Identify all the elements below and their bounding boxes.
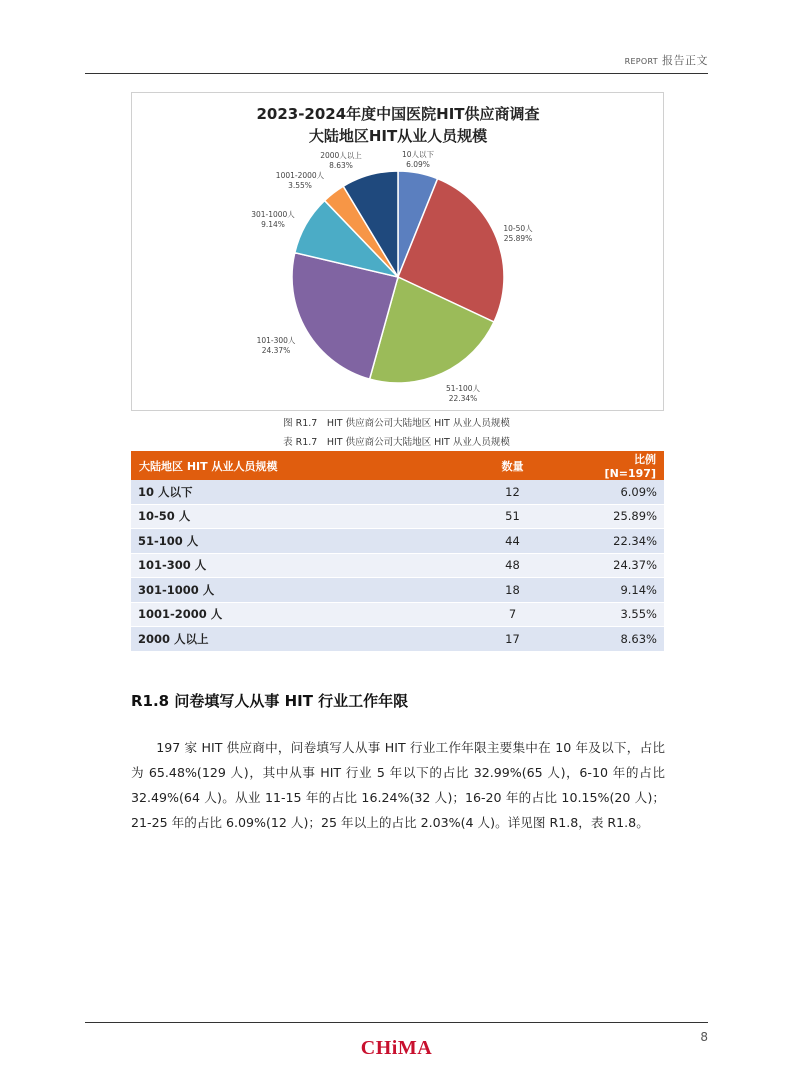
pie-slice-percent: 24.37%	[261, 346, 291, 355]
staff-size-table	[131, 451, 664, 652]
cell-count: 51	[447, 504, 578, 529]
pie-slices	[292, 171, 504, 383]
chart-title-line1: 2023-2024年度中国医院HIT供应商调查	[256, 105, 540, 123]
header-label-en: REPORT	[624, 57, 658, 66]
pie-chart-svg	[132, 93, 663, 410]
body-paragraph: 197 家 HIT 供应商中，问卷填写人从事 HIT 行业工作年限主要集中在 10 年及以下，占比为 65.48%(129 人)，其中从事 HIT 行业 5 年以下的占比 32.99%(65 人)，6-10 年的占比 32.49%(64 人)。从业 11-15 年的占比 16.24%(32 人)；16-20 年的占比 10.15%(20 人)；21-25 年的占比 6.09%(12 人)；25 年以上的占比 2.03%(4 人)。详见图 R1.8，表 R1.8。	[131, 740, 665, 830]
cell-size: 2000 人以上	[131, 627, 447, 652]
cell-size: 101-300 人	[131, 553, 447, 578]
chima-logo: CHiMA	[360, 1037, 433, 1059]
header-divider	[85, 73, 708, 74]
cell-ratio: 9.14%	[578, 578, 664, 603]
cell-ratio: 24.37%	[578, 553, 664, 578]
cell-ratio: 6.09%	[578, 480, 664, 504]
pie-slice-percent: 6.09%	[406, 160, 430, 169]
page-number: 8	[700, 1030, 708, 1044]
table-row	[131, 504, 664, 529]
cell-count: 44	[447, 529, 578, 554]
chart-title-line2: 大陆地区HIT从业人员规模	[308, 127, 488, 145]
pie-slice-label: 51-100人	[445, 384, 481, 393]
table-row	[131, 602, 664, 627]
pie-slice-label: 10-50人	[503, 224, 533, 233]
pie-slice-label: 1001-2000人	[275, 171, 325, 180]
cell-size: 1001-2000 人	[131, 602, 447, 627]
pie-slice-label: 2000人以上	[320, 151, 362, 160]
cell-ratio: 25.89%	[578, 504, 664, 529]
pie-slice-percent: 22.34%	[448, 394, 478, 403]
pie-slice-label: 301-1000人	[251, 210, 295, 219]
cell-size: 10-50 人	[131, 504, 447, 529]
table-row	[131, 553, 664, 578]
section-title: R1.8 问卷填写人从事 HIT 行业工作年限	[131, 692, 409, 710]
cell-size: 301-1000 人	[131, 578, 447, 603]
table-row	[131, 480, 664, 504]
cell-ratio: 22.34%	[578, 529, 664, 554]
cell-size: 10 人以下	[131, 480, 447, 504]
table-header-size: 大陆地区 HIT 从业人员规模	[131, 451, 447, 480]
table-header-count: 数量	[447, 451, 578, 480]
pie-slice-percent: 25.89%	[503, 234, 533, 243]
cell-count: 12	[447, 480, 578, 504]
pie-slice-percent: 8.63%	[329, 161, 353, 170]
pie-slice-label: 101-300人	[256, 336, 296, 345]
cell-count: 17	[447, 627, 578, 652]
table-header-row	[131, 451, 664, 480]
table-row	[131, 529, 664, 554]
cell-count: 48	[447, 553, 578, 578]
cell-ratio: 8.63%	[578, 627, 664, 652]
cell-count: 7	[447, 602, 578, 627]
cell-ratio: 3.55%	[578, 602, 664, 627]
header-label-cn: 报告正文	[662, 54, 708, 67]
pie-slice-percent: 9.14%	[261, 220, 285, 229]
table-row	[131, 578, 664, 603]
pie-slice-label: 10人以下	[401, 150, 435, 159]
table-row	[131, 627, 664, 652]
table-header-ratio: 比例[N=197]	[578, 451, 664, 480]
figure-caption: 图 R1.7 HIT 供应商公司大陆地区 HIT 从业人员规模	[283, 418, 510, 429]
pie-slice-percent: 3.55%	[288, 181, 312, 190]
footer-divider	[85, 1022, 708, 1023]
table-caption: 表 R1.7 HIT 供应商公司大陆地区 HIT 从业人员规模	[283, 437, 510, 448]
cell-size: 51-100 人	[131, 529, 447, 554]
pie-chart	[131, 92, 664, 411]
cell-count: 18	[447, 578, 578, 603]
report-header-label	[625, 52, 708, 68]
